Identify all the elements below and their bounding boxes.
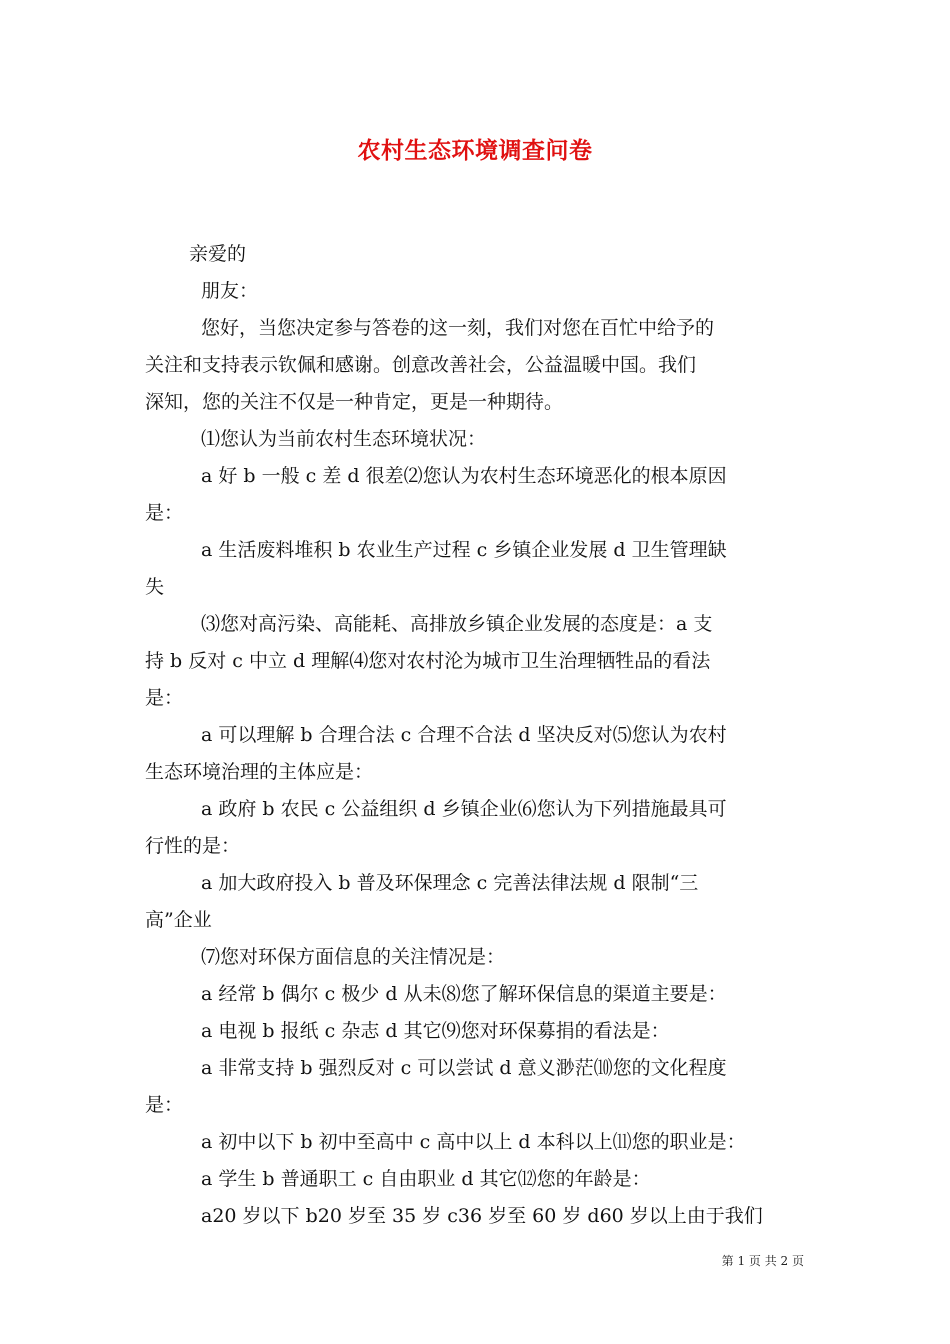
question-line: 持 b 反对 c 中立 d 理解⑷您对农村沦为城市卫生治理牺牲品的看法 <box>145 650 711 672</box>
question-line: 行性的是： <box>145 835 241 857</box>
document-body <box>145 236 807 1235</box>
intro-paragraph-line: 关注和支持表示钦佩和感谢。创意改善社会，公益温暖中国。我们 <box>145 354 697 376</box>
question-line: ⑴您认为当前农村生态环境状况： <box>201 428 487 450</box>
intro-paragraph-line: 您好，当您决定参与答卷的这一刻，我们对您在百忙中给予的 <box>201 317 715 339</box>
question-line: 是： <box>145 687 184 709</box>
question-line: a 经常 b 偶尔 c 极少 d 从未⑻您了解环保信息的渠道主要是： <box>201 983 727 1005</box>
question-line: a 加大政府投入 b 普及环保理念 c 完善法律法规 d 限制“三 <box>201 872 699 894</box>
question-line: 是： <box>145 502 184 524</box>
question-line: a 学生 b 普通职工 c 自由职业 d 其它⑿您的年龄是： <box>201 1168 651 1190</box>
question-line: 失 <box>145 576 165 598</box>
question-line: a 可以理解 b 合理合法 c 合理不合法 d 坚决反对⑸您认为农村 <box>201 724 727 746</box>
question-line: a 好 b 一般 c 差 d 很差⑵您认为农村生态环境恶化的根本原因 <box>201 465 727 487</box>
question-line: a 政府 b 农民 c 公益组织 d 乡镇企业⑹您认为下列措施最具可 <box>201 798 727 820</box>
page-number: 第 1 页 共 2 页 <box>721 1254 804 1268</box>
question-line: 生态环境治理的主体应是： <box>145 761 374 783</box>
question-line: a 初中以下 b 初中至高中 c 高中以上 d 本科以上⑾您的职业是： <box>201 1131 746 1153</box>
question-line: 高”企业 <box>145 909 212 931</box>
salutation-line: 朋友： <box>201 280 259 302</box>
page-title: 农村生态环境调查问卷 <box>357 137 593 164</box>
question-line: ⑺您对环保方面信息的关注情况是： <box>201 946 506 968</box>
question-line: ⑶您对高污染、高能耗、高排放乡镇企业发展的态度是：a 支 <box>201 613 713 635</box>
question-line: a 非常支持 b 强烈反对 c 可以尝试 d 意义渺茫⑽您的文化程度 <box>201 1057 727 1079</box>
intro-paragraph-line: 深知，您的关注不仅是一种肯定，更是一种期待。 <box>145 391 564 413</box>
question-line: a 生活废料堆积 b 农业生产过程 c 乡镇企业发展 d 卫生管理缺 <box>201 539 727 561</box>
salutation-line: 亲爱的 <box>189 243 247 265</box>
question-line: a20 岁以下 b20 岁至 35 岁 c36 岁至 60 岁 d60 岁以上由于我们 <box>201 1205 763 1227</box>
question-line: a 电视 b 报纸 c 杂志 d 其它⑼您对环保募捐的看法是： <box>201 1020 670 1042</box>
question-line: 是： <box>145 1094 184 1116</box>
